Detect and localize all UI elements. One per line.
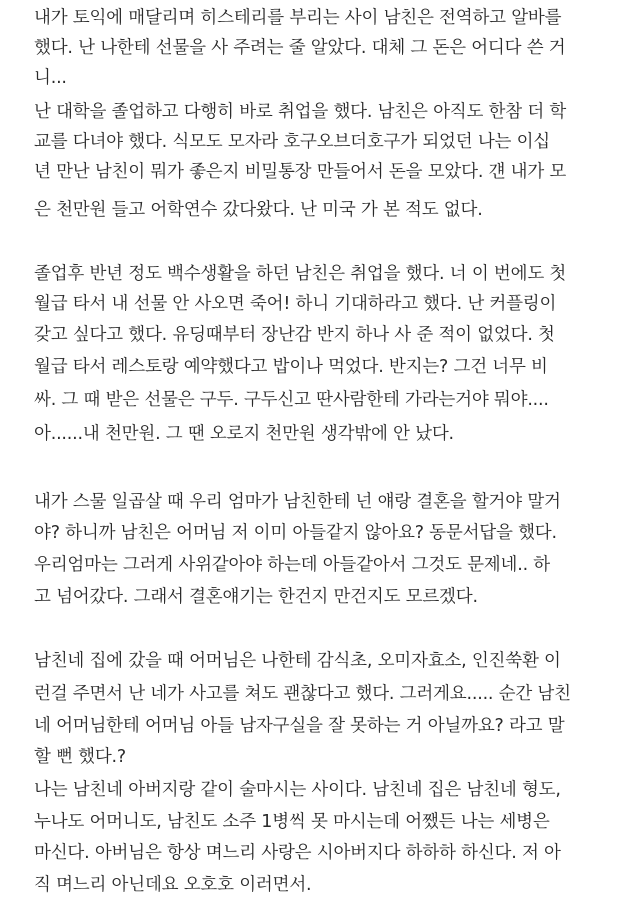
- text-line: 했다. 난 나한테 선물을 사 주려는 줄 알았다. 대체 그 돈은 어디다 쓴 거: [34, 38, 566, 58]
- text-line: 고 넘어갔다. 그래서 결혼얘기는 한건지 만건지도 모르겠다.: [34, 587, 478, 607]
- text-line: 누나도 어머니도, 남친도 소주 1병씩 못 마시는데 어쨌든 나는 세병은: [34, 812, 550, 832]
- text-line: 직 며느리 아닌데요 오호호 이러면서.: [34, 875, 312, 895]
- text-line: 나는 남친네 아버지랑 같이 술마시는 사이다. 남친네 집은 남친네 형도,: [34, 780, 561, 800]
- text-line: 졸업후 반년 정도 백수생활을 하던 남친은 취업을 했다. 너 이 번에도 첫: [34, 264, 567, 284]
- text-line: 내가 스물 일곱살 때 우리 엄마가 남친한테 넌 얘랑 결혼을 할거야 말거: [34, 492, 561, 512]
- text-line: 내가 토익에 매달리며 히스테리를 부리는 사이 남친은 전역하고 알바를: [34, 8, 562, 28]
- text-line: 할 뻔 했다.?: [34, 747, 126, 767]
- text-line: 아......내 천만원. 그 땐 오로지 천만원 생각밖에 안 났다.: [34, 424, 454, 444]
- text-line: 남친네 집에 갔을 때 어머님은 나한테 감식초, 오미자효소, 인진쑥환 이: [34, 651, 561, 671]
- text-line: 니...: [34, 68, 67, 88]
- text-line: 우리엄마는 그러게 사위같아야 하는데 아들같아서 그것도 문제네.. 하: [34, 555, 551, 575]
- text-line: 야? 하니까 남친은 어머님 저 이미 아들같지 않아요? 동문서답을 했다.: [34, 523, 557, 543]
- text-line: 월급 타서 레스토랑 예약했다고 밥이나 먹었다. 반지는? 그건 너무 비: [34, 357, 548, 377]
- text-line: 갖고 싶다고 했다. 유딩때부터 장난감 반지 하나 사 준 적이 없었다. 첫: [34, 325, 555, 345]
- text-line: 네 어머님한테 어머님 아들 남자구실을 잘 못하는 거 아닐까요? 라고 말: [34, 716, 565, 736]
- text-line: 년 만난 남친이 뭐가 좋은지 비밀통장 만들어서 돈을 모았다. 걘 내가 모: [34, 162, 567, 182]
- text-line: 싸. 그 때 받은 선물은 구두. 구두신고 딴사람한테 가라는거야 뭐야....: [34, 390, 549, 410]
- text-line: 월급 타서 내 선물 안 사오면 죽어! 하니 기대하라고 했다. 난 커플링이: [34, 294, 557, 314]
- text-line: 은 천만원 들고 어학연수 갔다왔다. 난 미국 가 본 적도 없다.: [34, 200, 483, 220]
- text-line: 난 대학을 졸업하고 다행히 바로 취업을 했다. 남친은 아직도 한참 더 학: [34, 102, 567, 122]
- text-line: 런걸 주면서 난 네가 사고를 쳐도 괜찮다고 했다. 그러게요..... 순간 남친: [34, 684, 571, 704]
- text-line: 마신다. 아버님은 항상 며느리 사랑은 시아버지다 하하하 하신다. 저 아: [34, 843, 561, 863]
- text-line: 교를 다녀야 했다. 식모도 모자라 호구오브더호구가 되었던 나는 이십: [34, 132, 551, 152]
